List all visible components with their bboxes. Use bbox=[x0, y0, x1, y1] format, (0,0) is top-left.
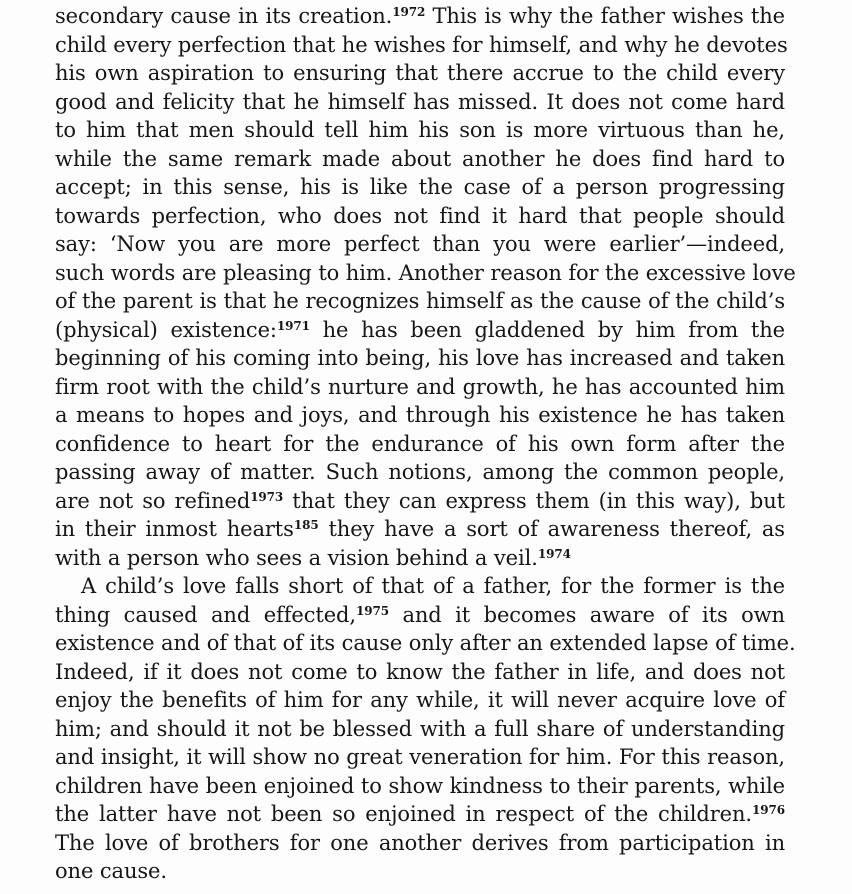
text-line bbox=[55, 116, 785, 145]
text-run: say: ‘Now you are more perfect than you were earlier’—indeed, bbox=[55, 232, 785, 256]
text-run: (physical) existence: bbox=[55, 317, 277, 342]
text-line bbox=[55, 686, 785, 715]
text-run: the latter have not been so enjoined in respect of the children. bbox=[55, 802, 752, 826]
text-line bbox=[55, 829, 785, 858]
text-run: firm root with the child’s nurture and growth, he has accounted him bbox=[55, 374, 785, 399]
text-line bbox=[55, 800, 785, 829]
text-line bbox=[55, 373, 785, 402]
text-run: of the parent is that he recognizes himself as the cause of the child’s bbox=[55, 289, 785, 313]
text-run: and insight, it will show no great veneration for him. For this reason, bbox=[55, 745, 785, 769]
text-run: with a person who sees a vision behind a veil. bbox=[55, 545, 538, 570]
text-line bbox=[55, 743, 785, 772]
text-line bbox=[55, 715, 785, 744]
text-run: his own aspiration to ensuring that there accrue to the child every bbox=[55, 61, 785, 85]
text-run: The love of brothers for one another derives from participation in bbox=[55, 830, 785, 855]
text-line bbox=[55, 145, 785, 174]
text-run: accept; in this sense, his is like the case of a person progressing bbox=[55, 175, 785, 199]
text-run: they have a sort of awareness thereof, as bbox=[318, 517, 785, 541]
text-line bbox=[55, 430, 785, 459]
text-run: children have been enjoined to show kindness to their parents, while bbox=[55, 773, 785, 798]
text-run: A child’s love falls short of that of a father, for the former is the bbox=[81, 574, 785, 598]
text-run: him; and should it not be blessed with a full share of understanding bbox=[55, 716, 785, 741]
text-run: thing caused and effected, bbox=[55, 602, 356, 627]
text-run: existence and of that of its cause only after an extended lapse of time. bbox=[55, 631, 796, 655]
text-run: towards perfection, who does not find it hard that people should bbox=[55, 203, 785, 228]
text-run: to him that men should tell him his son is more virtuous than he, bbox=[55, 118, 785, 142]
text-line bbox=[55, 59, 785, 88]
text-run: good and felicity that he himself has missed. It does not come hard bbox=[55, 89, 785, 114]
text-line bbox=[55, 31, 788, 60]
text-line bbox=[55, 2, 785, 31]
text-run: child every perfection that he wishes for himself, and why he devotes bbox=[55, 32, 788, 57]
text-line bbox=[55, 572, 785, 601]
footnote-ref: 1974 bbox=[537, 546, 571, 561]
text-line bbox=[55, 515, 785, 544]
text-run: that they can express them (in this way), but bbox=[283, 488, 785, 513]
text-line bbox=[55, 316, 785, 345]
text-run: beginning of his coming into being, his love has increased and taken bbox=[55, 346, 785, 370]
text-line bbox=[55, 857, 785, 886]
footnote-ref: 1971 bbox=[276, 318, 310, 333]
text-line bbox=[55, 230, 785, 259]
text-run: he has been gladdened by him from the bbox=[309, 317, 785, 342]
text-line bbox=[55, 629, 796, 658]
text-line bbox=[55, 772, 785, 801]
text-line bbox=[55, 259, 796, 288]
text-run: while the same remark made about another he does find hard to bbox=[55, 146, 785, 171]
footnote-ref: 1975 bbox=[355, 603, 389, 618]
text-run: secondary cause in its creation. bbox=[55, 4, 393, 28]
text-line bbox=[55, 287, 785, 316]
text-run: and it becomes aware of its own bbox=[388, 602, 785, 627]
text-line bbox=[55, 601, 785, 630]
text-line bbox=[55, 173, 785, 202]
text-run: a means to hopes and joys, and through his existence he has taken bbox=[55, 403, 785, 427]
text-line bbox=[55, 544, 785, 573]
text-line bbox=[55, 344, 785, 373]
footnote-ref: 1976 bbox=[752, 803, 785, 817]
text-line bbox=[55, 458, 785, 487]
text-run: This is why the father wishes the bbox=[425, 4, 785, 28]
text-run: enjoy the benefits of him for any while, it will never acquire love of bbox=[55, 688, 785, 712]
text-line bbox=[55, 658, 785, 687]
text-run: in their inmost hearts bbox=[55, 517, 294, 541]
text-run: confidence to heart for the endurance of his own form after the bbox=[55, 431, 785, 456]
text-run: such words are pleasing to him. Another reason for the excessive love bbox=[55, 260, 796, 285]
text-line bbox=[55, 202, 785, 231]
text-line bbox=[55, 487, 785, 516]
text-run: are not so refined bbox=[55, 488, 251, 513]
footnote-ref: 185 bbox=[293, 518, 319, 532]
text-line bbox=[55, 88, 785, 117]
text-line bbox=[55, 401, 785, 430]
text-run: one cause. bbox=[55, 859, 167, 883]
text-run: passing away of matter. Such notions, among the common people, bbox=[55, 460, 785, 484]
footnote-ref: 1973 bbox=[250, 489, 284, 504]
text-run: Indeed, if it does not come to know the father in life, and does not bbox=[55, 659, 785, 684]
footnote-ref: 1972 bbox=[392, 5, 426, 19]
body-text bbox=[55, 2, 796, 886]
